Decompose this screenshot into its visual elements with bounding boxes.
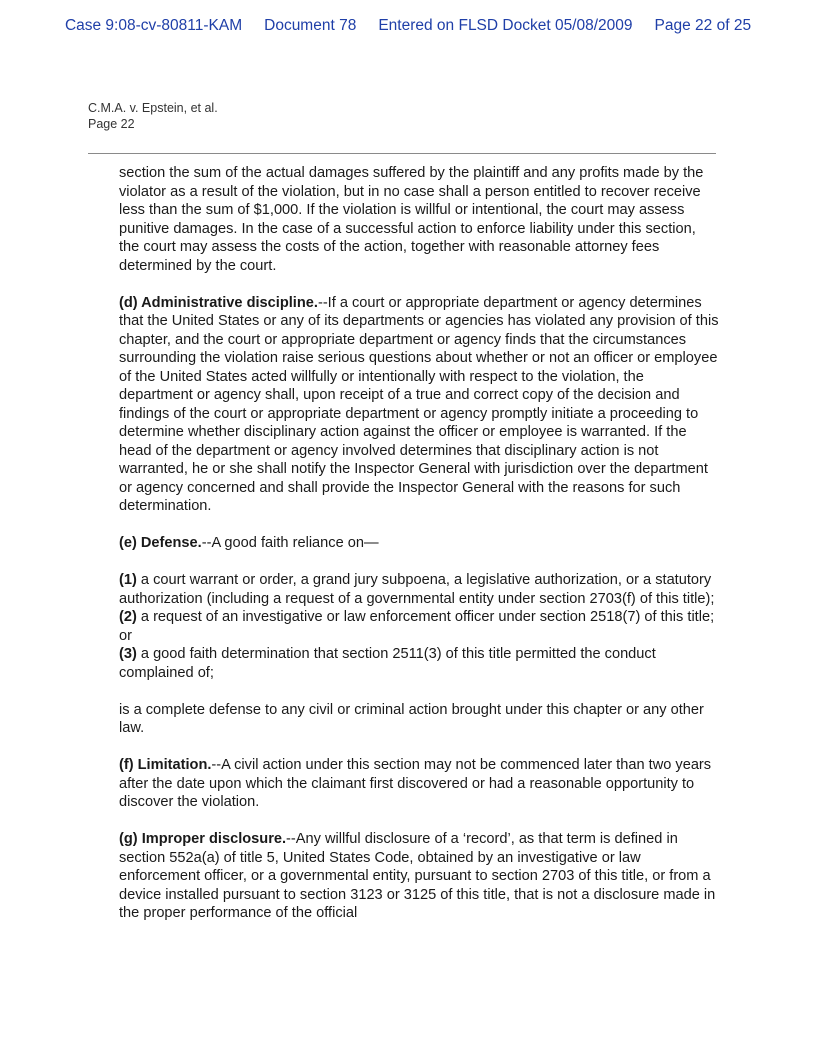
- section-text: --A civil action under this section may not be commenced later than two years after the date upon which the claimant first discovered or had a reasonable opportunity to discover the violation.: [119, 757, 712, 810]
- document-number: Document 78: [264, 17, 357, 34]
- section-heading: (e) Defense.: [119, 535, 202, 551]
- paragraph-defense: [119, 534, 719, 553]
- case-name: C.M.A. v. Epstein, et al.: [88, 101, 218, 115]
- section-heading: (d) Administrative discipline.: [119, 294, 318, 311]
- defense-item-2: [119, 608, 719, 645]
- page-count: Page 22 of 25: [654, 17, 752, 34]
- header-divider: [88, 153, 716, 154]
- section-heading: (g) Improper disclosure.: [119, 831, 287, 847]
- item-text: a request of an investigative or law enforcement officer under section 2518(7) of this title; or: [119, 609, 715, 644]
- section-text: --A good faith reliance on—: [201, 535, 379, 551]
- case-number: Case 9:08-cv-80811-KAM: [64, 17, 243, 34]
- defense-item-1: [119, 571, 719, 608]
- caption-page-number: Page 22: [88, 117, 135, 131]
- item-number: (1): [119, 572, 137, 588]
- section-text: --If a court or appropriate department or agency determines that the United States or any of its departments or agencies has violated any provision of this chapter, and the court or appropriate department or agency finds that the circumstances surrounding the violation raise serious questions about whether or not an officer or employee of the United States acted willfully or intentionally with respect to the violation, the department or agency shall, upon receipt of a true and correct copy of the decision and findings of the court or appropriate department or agency promptly initiate a proceeding to determine whether disciplinary action against the officer or employee is warranted. If the head of the department or agency involved determines that disciplinary action is not warranted, he or she shall notify the Inspector General with jurisdiction over the department or agency concerned and shall provide the Inspector General with the reasons for such determination.: [119, 294, 719, 514]
- item-number: (3): [119, 646, 137, 662]
- docket-entry-date: Entered on FLSD Docket 05/08/2009: [378, 17, 633, 34]
- paragraph-damages: section the sum of the actual damages suffered by the plaintiff and any profits made by the violator as a result of the violation, but in no case shall a person entitled to recover receive less than the sum of $1,000. If the violation is willful or intentional, the court may assess punitive damages. In the case of a successful action to enforce liability under this section, the court may assess the costs of the action, together with reasonable attorney fees determined by the court.: [119, 165, 704, 274]
- paragraph-administrative-discipline: [119, 294, 719, 516]
- paragraph-limitation: [119, 756, 719, 812]
- item-text: a good faith determination that section 2511(3) of this title permitted the conduct complained of;: [119, 646, 656, 681]
- paragraph-improper-disclosure: [119, 830, 719, 923]
- paragraph-defense-conclusion: is a complete defense to any civil or criminal action brought under this chapter or any other law.: [119, 701, 704, 736]
- section-heading: (f) Limitation.: [119, 757, 212, 773]
- case-caption: [88, 100, 218, 132]
- section-text: --Any willful disclosure of a ‘record’, as that term is defined in section 552a(a) of title 5, United States Code, obtained by an investigative or law enforcement officer, or a governmental entity, pursuant to section 2703 of this title, or from a device installed pursuant to section 3123 or 3125 of this title, that is not a disclosure made in the proper performance of the official: [119, 831, 716, 921]
- item-text: a court warrant or order, a grand jury subpoena, a legislative authorization, or a statutory authorization (including a request of a governmental entity under section 2703(f) of this title);: [119, 572, 715, 607]
- item-number: (2): [119, 609, 137, 625]
- defense-item-3: [119, 645, 719, 682]
- docket-header: [0, 17, 816, 35]
- document-body: [119, 164, 719, 941]
